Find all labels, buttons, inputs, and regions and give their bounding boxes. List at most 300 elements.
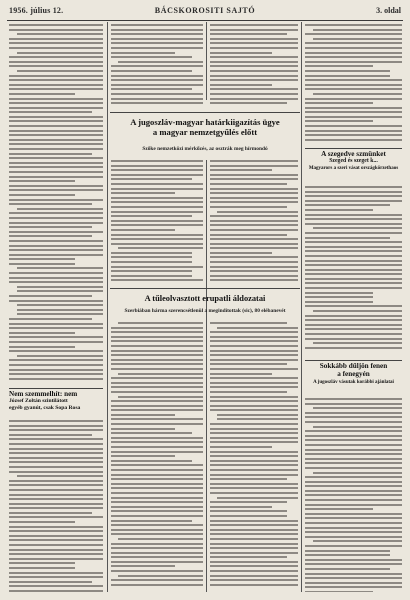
text-line [111,483,203,485]
article-text-block [305,24,402,143]
text-line [305,200,402,202]
text-line [305,278,402,280]
text-line [9,530,103,532]
text-line [210,460,298,462]
text-line [9,38,103,40]
text-line [210,340,298,342]
text-line [210,238,298,240]
text-line [9,539,103,541]
text-line [111,336,203,338]
text-line [111,570,203,572]
text-line [111,192,175,194]
text-line [210,252,272,254]
text-line [305,582,402,584]
text-line [210,247,298,249]
text-line [305,191,402,193]
text-line [305,186,402,188]
text-line [9,24,103,26]
text-line [9,521,75,523]
text-line [9,111,92,113]
text-line [9,494,103,496]
column-2-mid [111,160,203,286]
text-line [210,61,298,63]
right-article-2-headline [305,362,402,385]
text-line [305,324,402,326]
text-line [305,107,402,109]
text-line [9,590,103,592]
text-line [111,174,203,176]
text-line [305,554,390,556]
text-line [305,517,402,519]
text-line [210,520,298,522]
text-line [210,261,298,263]
text-line [111,93,203,95]
text-line [210,492,298,494]
text-line [111,469,203,471]
text-line [9,65,103,67]
header-paper-name: BÁCSKOROSITI SAJTÓ [154,6,256,15]
text-line [111,270,192,272]
text-line [305,246,402,248]
text-line [305,232,402,234]
text-line [305,550,390,552]
text-line [111,533,203,535]
text-line [111,561,203,563]
text-line [111,515,203,517]
text-line [111,29,203,31]
text-line [305,453,402,455]
text-line [118,396,203,398]
right-article-2-line2: a fenegyén [337,370,370,379]
text-line [305,398,402,400]
text-line [9,56,103,58]
text-line [111,579,203,581]
text-line [210,575,298,577]
text-line [210,400,298,402]
text-line [210,533,298,535]
text-line [111,47,203,49]
text-line [111,497,203,499]
text-line [305,508,373,510]
text-line [9,98,103,100]
text-line [210,52,272,54]
text-line [305,56,402,58]
text-line [9,102,103,104]
text-line [111,169,203,171]
text-line [210,84,272,86]
text-line [9,544,103,546]
text-line [111,565,175,567]
text-line [9,448,103,450]
text-line [17,52,103,54]
text-line [305,134,402,136]
text-line [9,526,103,528]
text-line [111,183,203,185]
text-line [210,160,298,162]
text-line [9,336,103,338]
text-line [111,437,203,439]
text-line [9,364,103,366]
text-line [9,443,103,445]
text-line [111,460,192,462]
text-line [9,429,103,431]
text-line [210,201,298,203]
text-line [313,93,402,95]
text-line [217,418,298,420]
text-line [9,572,103,574]
text-line [9,562,75,564]
text-line [313,38,402,40]
text-line [9,434,92,436]
text-line [9,254,103,256]
text-line [210,487,298,489]
text-line [305,591,373,592]
text-line [210,579,298,581]
text-line [305,573,402,575]
text-line [9,139,103,141]
text-line [111,42,203,44]
text-line [305,195,402,197]
text-line [9,143,103,145]
text-line [111,543,203,545]
text-line [305,577,402,579]
text-line [305,458,402,460]
text-line [118,373,203,375]
text-line [9,222,103,224]
text-line [210,469,298,471]
text-line [305,120,373,122]
text-line [210,266,298,268]
text-line [111,243,203,245]
text-line [210,501,287,503]
text-line [210,24,298,26]
text-line [9,134,103,136]
text-line [305,111,402,113]
text-line [305,467,402,469]
text-line [210,437,298,439]
text-line [111,492,203,494]
text-line [9,180,75,182]
text-line [210,506,272,508]
text-line [111,363,203,365]
text-line [17,290,103,292]
text-line [210,229,298,231]
text-line [305,75,390,77]
text-line [9,189,103,191]
text-line [9,346,75,348]
text-line [305,255,402,257]
text-line [9,471,103,473]
text-line [305,52,402,54]
text-line [210,363,287,365]
text-line [111,188,203,190]
header-date: 1956. július 12. [9,6,64,15]
text-line [111,359,203,361]
article-text-block [210,322,298,588]
text-line [111,98,203,100]
text-line [111,552,203,554]
text-line [210,547,298,549]
text-line [305,430,402,432]
text-line [305,47,402,49]
text-line [210,65,298,67]
text-line [118,538,203,540]
text-line [217,414,298,416]
text-line [217,211,298,213]
text-line [111,102,203,104]
text-line [210,405,298,407]
text-line [210,70,298,72]
text-line [210,29,298,31]
text-line [305,42,402,44]
text-line [210,174,298,176]
text-line [305,563,402,565]
text-line [111,331,203,333]
text-line [305,65,373,67]
column-divider [206,22,207,100]
text-line [210,428,298,430]
text-line [9,212,103,214]
text-line [9,130,103,132]
text-line [313,472,402,474]
text-line [17,33,103,35]
text-line [17,286,103,288]
text-line [305,287,402,289]
text-line [9,29,103,31]
main-headline-1-line1: A jugoszláv-magyar határkiigazítás ügye [130,117,280,127]
text-line [111,501,203,503]
text-line [111,405,203,407]
text-line [210,455,298,457]
left-article-headline [9,390,103,411]
text-line [111,345,203,347]
text-line [210,88,298,90]
text-line [210,188,298,190]
text-line [111,266,203,268]
text-line [210,220,298,222]
text-line [111,238,203,240]
text-line [305,102,373,104]
text-line [210,224,298,226]
text-line [111,215,192,217]
text-line [111,451,203,453]
text-line [305,476,402,478]
text-line [111,584,203,586]
text-line [9,153,92,155]
text-line [305,531,402,533]
column-3-mid [210,160,298,286]
text-line [305,282,402,284]
text-line [9,194,75,196]
text-line [9,452,103,454]
headline-rule [110,288,300,289]
text-line [9,120,103,122]
text-line [313,540,402,542]
article-text-block [111,24,203,107]
text-line [9,359,103,361]
text-line [305,98,402,100]
text-line [313,342,402,344]
text-line [111,56,192,58]
text-line [305,214,402,216]
text-line [210,386,298,388]
text-line [111,275,192,277]
text-line [111,327,203,329]
text-line [111,391,203,393]
text-line [305,586,402,588]
text-line [9,438,103,440]
text-line [9,457,103,459]
text-line [305,421,402,423]
text-line [210,215,298,217]
article-text-block [9,420,103,592]
text-line [305,70,390,72]
right-article-1-line2: Szeged és szeget k... [329,158,378,165]
text-line [210,331,298,333]
text-line [305,218,402,220]
text-line [305,449,402,451]
text-line [305,250,402,252]
text-line [210,377,298,379]
text-line [305,462,402,464]
text-line [111,84,203,86]
text-line [111,75,203,77]
text-line [9,249,103,251]
text-line [210,345,298,347]
text-line [111,79,203,81]
text-line [9,148,103,150]
text-line [111,520,192,522]
text-line [111,428,175,430]
text-line [210,165,298,167]
text-line [118,575,203,577]
text-line [111,160,203,162]
article-text-block [9,24,103,382]
text-line [9,240,103,242]
text-line [305,79,402,81]
text-line [111,350,203,352]
text-line [9,231,103,233]
article-divider [305,360,402,361]
text-line [17,475,103,477]
text-line [17,355,103,357]
text-line [17,309,103,311]
column-4 [305,24,402,592]
article-divider [305,148,402,149]
text-line [111,206,203,208]
text-line [9,245,103,247]
text-line [118,322,203,324]
text-line [111,261,192,263]
text-line [210,79,298,81]
text-line [9,378,103,380]
text-line [111,279,203,281]
text-line [17,267,103,269]
text-line [305,416,402,418]
text-line [111,418,203,420]
text-line [305,296,373,298]
article-text-block [305,398,402,592]
column-2-top [111,24,203,110]
text-line [111,441,203,443]
text-line [9,549,103,551]
text-line [9,461,103,463]
text-line [9,484,103,486]
text-line [9,84,103,86]
text-line [118,61,203,63]
article-text-block [111,160,203,284]
text-line [305,84,402,86]
text-line [111,220,203,222]
text-line [210,441,298,443]
text-line [9,558,103,560]
text-line [9,507,103,509]
text-line [210,561,298,563]
text-line [111,165,203,167]
text-line [305,88,402,90]
text-line [210,350,298,352]
text-line [9,576,103,578]
right-article-2-subtitle: A jugoszláv vásutak korábbi ajánlatai [313,379,394,385]
text-line [305,328,402,330]
text-line [210,538,298,540]
text-line [9,47,103,49]
column-1 [9,24,103,592]
text-line [305,223,402,225]
text-line [210,322,287,324]
text-line [210,474,298,476]
text-line [9,498,103,500]
text-line [9,203,92,205]
text-line [210,556,287,558]
text-line [111,33,203,35]
text-line [210,206,287,208]
header-rule [7,20,403,21]
text-line [210,529,298,531]
text-line [111,547,203,549]
text-line [111,211,203,213]
text-line [305,485,402,487]
column-divider [206,160,207,592]
text-line [210,93,298,95]
text-line [305,61,402,63]
text-line [305,315,402,317]
text-line [9,512,92,514]
text-line [9,42,103,44]
text-line [305,513,402,515]
text-line [305,260,402,262]
text-line [217,497,298,499]
text-line [111,70,192,72]
text-line [9,585,103,587]
main-headline-1-subtitle: Szőke nemzetközi mérkőzés, az osztrák meg hírmondó [142,146,268,152]
left-headline-line1: Nem szemmelhít: nem [9,390,78,398]
text-line [305,319,402,321]
text-line [9,567,75,569]
text-line [111,229,175,231]
text-line [210,256,298,258]
text-line [9,79,103,81]
text-line [111,65,203,67]
text-line [9,295,92,297]
text-line [210,243,298,245]
text-line [305,439,402,441]
text-line [210,552,298,554]
text-line [313,310,402,312]
text-line [9,281,103,283]
text-line [305,481,402,483]
text-line [210,38,298,40]
